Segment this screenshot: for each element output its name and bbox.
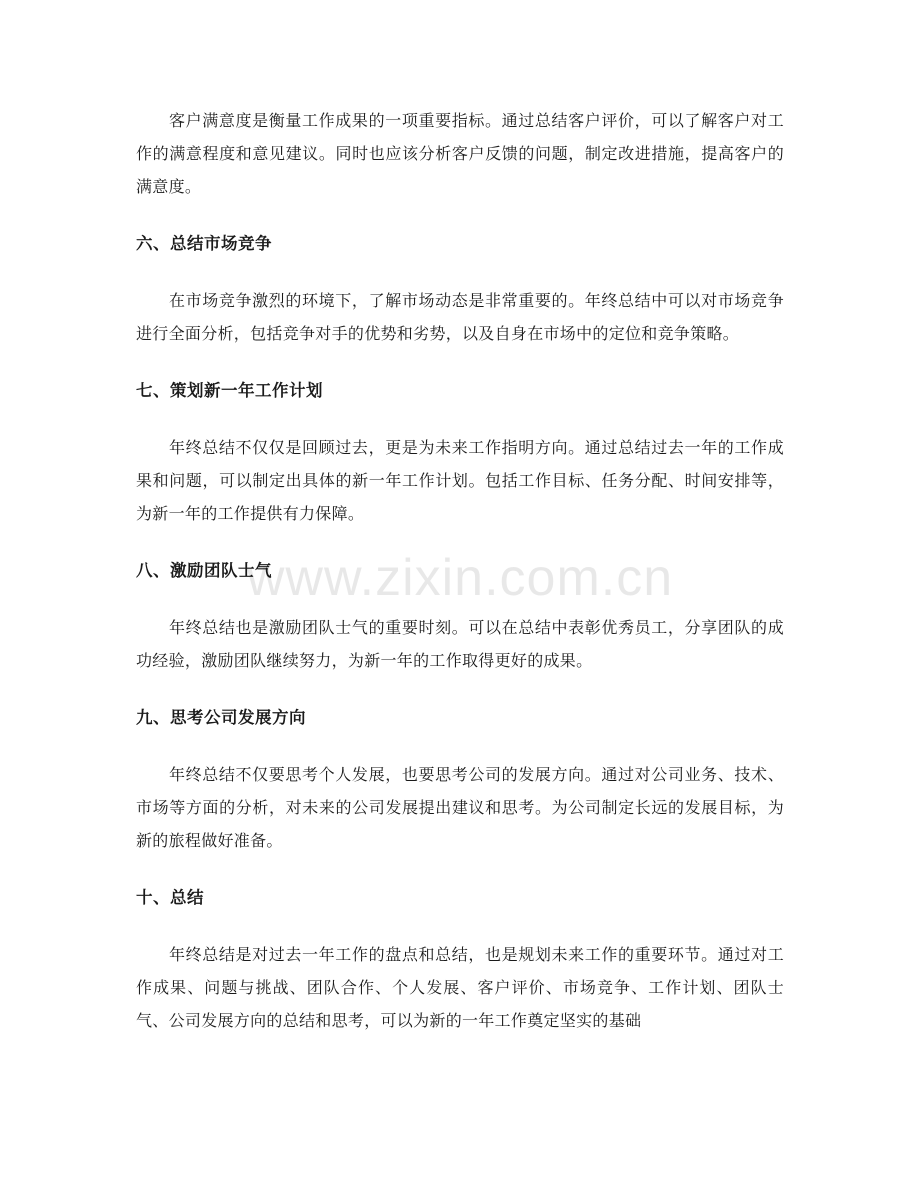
document-body: [136, 104, 784, 1037]
section-6-paragraph: 在市场竞争激烈的环境下，了解市场动态是非常重要的。年终总结中可以对市场竞争进行全面分析，包括竞争对手的优势和劣势，以及自身在市场中的定位和竞争策略。: [136, 291, 784, 343]
section-10-paragraph: 年终总结是对过去一年工作的盘点和总结，也是规划未来工作的重要环节。通过对工作成果、问题与挑战、团队合作、个人发展、客户评价、市场竞争、工作计划、团队士气、公司发展方向的总结和思考，可以为新的一年工作奠定坚实的基础: [136, 945, 784, 1030]
section-8-paragraph: 年终总结也是激励团队士气的重要时刻。可以在总结中表彰优秀员工，分享团队的成功经验，激励团队继续努力，为新一年的工作取得更好的成果。: [136, 618, 784, 670]
section-6-heading: 六、总结市场竞争: [136, 234, 272, 253]
section-10-heading: 十、总结: [136, 888, 204, 907]
section-9-heading: 九、思考公司发展方向: [136, 708, 306, 727]
section-8-heading: 八、激励团队士气: [136, 561, 272, 580]
section-9-paragraph: 年终总结不仅要思考个人发展，也要思考公司的发展方向。通过对公司业务、技术、市场等方面的分析，对未来的公司发展提出建议和思考。为公司制定长远的发展目标，为新的旅程做好准备。: [136, 765, 784, 850]
section-7-heading: 七、策划新一年工作计划: [136, 381, 323, 400]
intro-paragraph: 客户满意度是衡量工作成果的一项重要指标。通过总结客户评价，可以了解客户对工作的满意程度和意见建议。同时也应该分析客户反馈的问题，制定改进措施，提高客户的满意度。: [136, 111, 784, 196]
watermark: www.zixin.com.cn: [246, 549, 674, 607]
section-7-paragraph: 年终总结不仅仅是回顾过去，更是为未来工作指明方向。通过总结过去一年的工作成果和问题，可以制定出具体的新一年工作计划。包括工作目标、任务分配、时间安排等，为新一年的工作提供有力保障。: [136, 438, 784, 523]
